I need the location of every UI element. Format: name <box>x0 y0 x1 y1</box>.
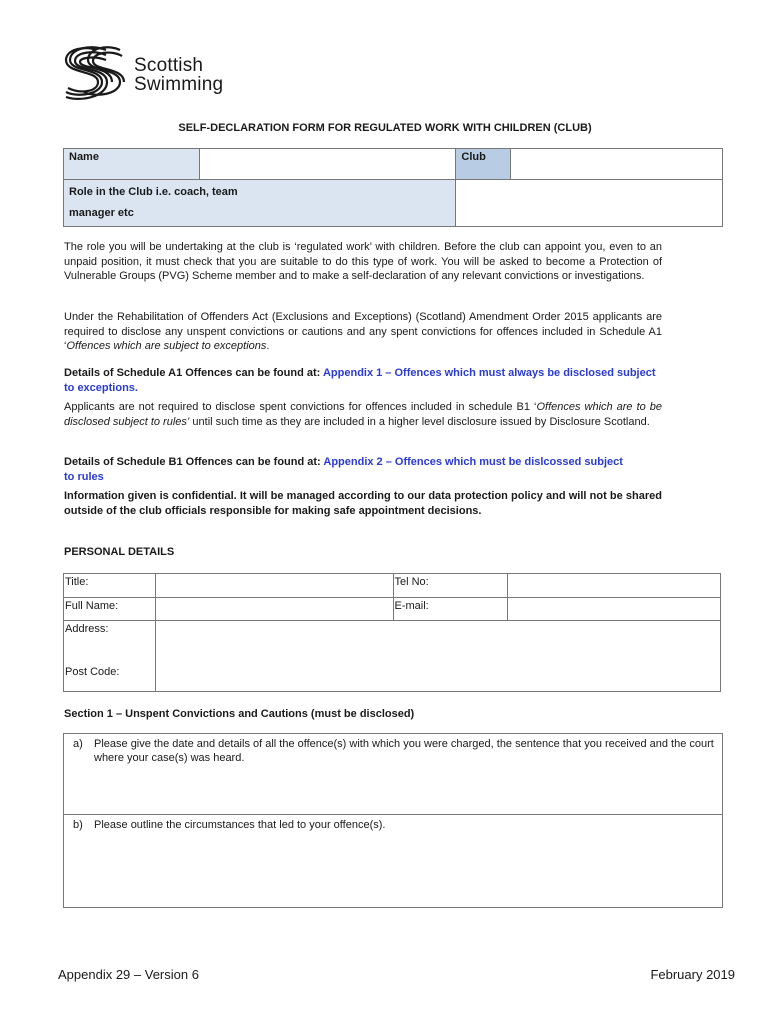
tel-field[interactable] <box>508 574 721 598</box>
personal-details-title: PERSONAL DETAILS <box>64 546 175 558</box>
rehab-paragraph <box>64 310 662 354</box>
title-field[interactable] <box>155 574 393 598</box>
fullname-label: Full Name: <box>65 600 119 612</box>
logo <box>62 42 252 102</box>
role-label-cell <box>64 180 456 227</box>
title-label: Title: <box>65 576 89 588</box>
header-table <box>63 148 723 227</box>
section1-a-text: Please give the date and details of all the offence(s) with which you were charged, the sentence that you received and the court where your case(s) was heard. <box>94 738 714 764</box>
rehab-end: . <box>266 340 270 353</box>
form-title: SELF-DECLARATION FORM FOR REGULATED WORK WITH CHILDREN (CLUB) <box>178 122 592 134</box>
footer-version: Appendix 29 – Version 6 <box>58 967 199 982</box>
role-label-line-1: Role in the Club i.e. coach, team <box>69 186 238 198</box>
section1-a-cell[interactable] <box>64 734 723 815</box>
schedule-a1-paragraph <box>64 366 662 395</box>
logo-text <box>134 56 223 94</box>
address-label-cell <box>64 621 156 692</box>
club-label-cell <box>456 149 511 180</box>
role-label-line-2: manager etc <box>69 207 134 219</box>
section1-table <box>63 733 723 908</box>
appendix-2-link[interactable]: Appendix 2 – Offences which must be dislcossed subject to rules <box>64 456 623 483</box>
section1-b-cell[interactable] <box>64 815 723 908</box>
spent-paragraph <box>64 400 662 429</box>
rehab-italic: Offences which are subject to exceptions <box>66 340 267 353</box>
logo-line-2: Swimming <box>134 74 224 95</box>
address-label: Address: <box>65 623 109 635</box>
email-field[interactable] <box>508 598 721 621</box>
role-field[interactable] <box>456 180 723 227</box>
personal-details-table <box>63 573 721 692</box>
section1-a-label: a) <box>73 738 83 750</box>
schedule-a1-prefix: Details of Schedule A1 Offences can be found at: <box>64 367 323 379</box>
spent-text-1: Applicants are not required to disclose spent convictions for offences included in schedule B1 ‘ <box>64 401 537 413</box>
section1-b-label: b) <box>73 819 83 831</box>
footer-date: February 2019 <box>650 967 735 982</box>
email-label-cell <box>393 598 508 621</box>
address-field[interactable] <box>155 621 720 692</box>
tel-label: Tel No: <box>394 576 429 588</box>
fullname-label-cell <box>64 598 156 621</box>
spent-italic: Offences which are to be disclosed subject to rules’ <box>64 401 662 428</box>
confidential-paragraph: Information given is confidential. It will be managed according to our data protection policy and will not be shared outside of the club officials responsible for making safe appointment decisions. <box>64 490 662 517</box>
tel-label-cell <box>393 574 508 598</box>
email-label: E-mail: <box>394 600 429 612</box>
rehab-text: Under the Rehabilitation of Offenders Act (Exclusions and Exceptions) (Scotland) Amendment Order 2015 applicants are required to disclose any unspent convictions or cautions and any spent convictions for offences included in Schedule A1 ‘ <box>64 311 662 353</box>
fullname-field[interactable] <box>155 598 393 621</box>
section1-b-text: Please outline the circumstances that led to your offence(s). <box>94 819 386 831</box>
spent-text-2: until such time as they are included in a higher level disclosure issued by Disclosure Scotland. <box>189 415 650 428</box>
name-field[interactable] <box>199 149 456 180</box>
appendix-1-link[interactable]: Appendix 1 – Offences which must always be disclosed subject to exceptions. <box>64 367 656 394</box>
scottish-swimming-logo-icon <box>62 42 126 102</box>
name-label: Name <box>69 151 99 163</box>
logo-line-1: Scottish <box>134 55 204 76</box>
postcode-label: Post Code: <box>65 666 120 678</box>
schedule-b1-prefix: Details of Schedule B1 Offences can be found at: <box>64 456 324 468</box>
intro-paragraph: The role you will be undertaking at the club is ‘regulated work’ with children. Before the club can appoint you, even to an unpaid position, it must check that you are suitable to do this type of work. You will be asked to become a Protection of Vulnerable Groups (PVG) Scheme member and to make a self-declaration of any relevant convictions or investigations. <box>64 241 662 283</box>
club-field[interactable] <box>511 149 723 180</box>
club-label: Club <box>461 151 486 163</box>
title-label-cell <box>64 574 156 598</box>
section1-title: Section 1 – Unspent Convictions and Cautions (must be disclosed) <box>64 708 415 720</box>
schedule-b1-paragraph <box>64 455 624 484</box>
name-label-cell <box>64 149 200 180</box>
